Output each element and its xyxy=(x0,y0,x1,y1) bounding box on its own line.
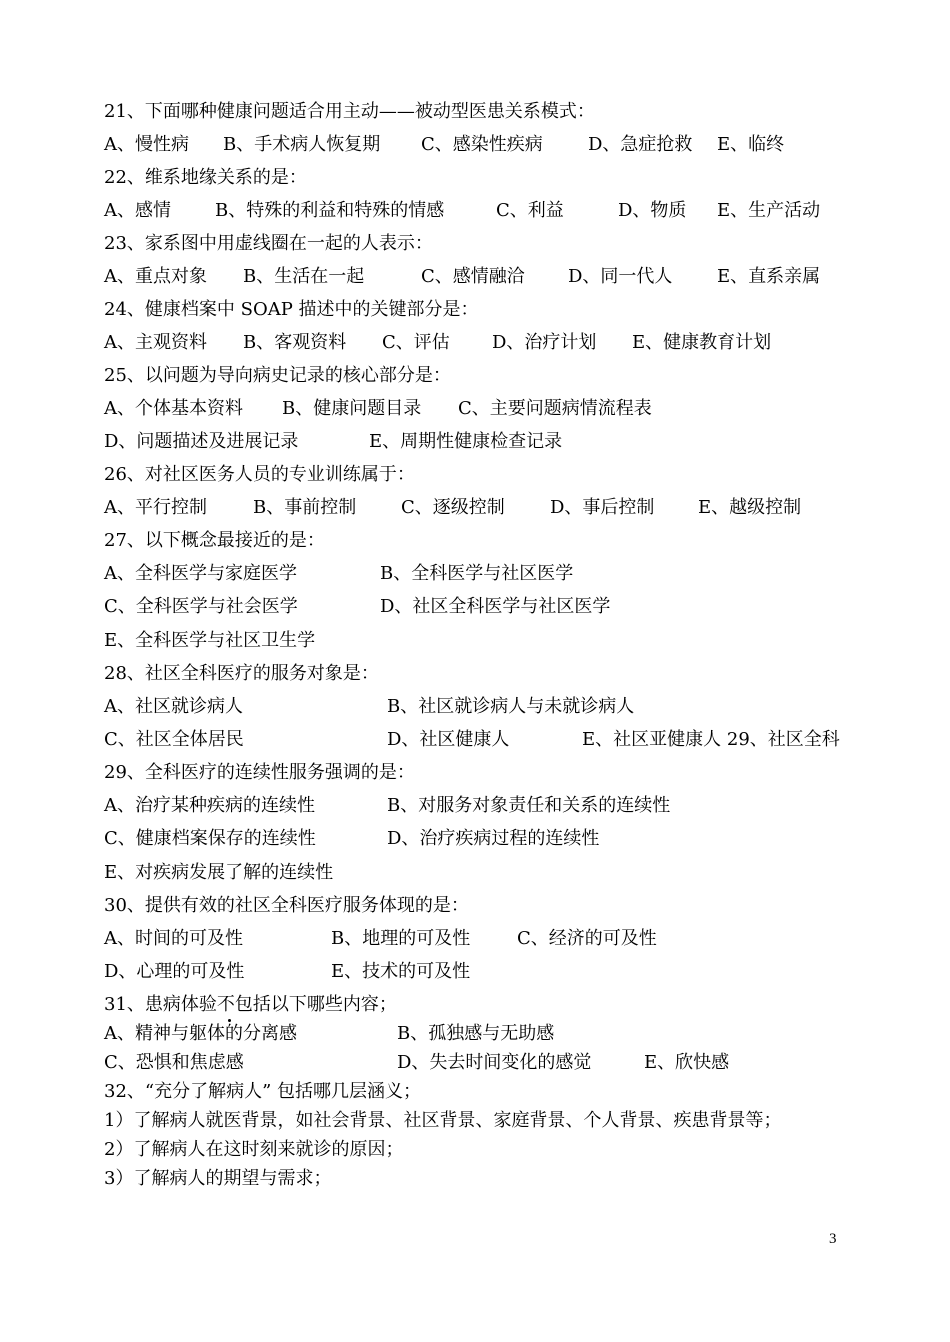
option-text: A、治疗某种疾病的连续性 xyxy=(104,795,315,816)
option-text: D、问题描述及进展记录 xyxy=(104,431,299,452)
option-text: E、欣快感 xyxy=(644,1052,730,1073)
option-text: C、评估 xyxy=(382,332,450,353)
line-text: 22、维系地缘关系的是： xyxy=(104,167,307,188)
option-text: B、特殊的利益和特殊的情感 xyxy=(215,200,445,221)
option-text: D、治疗计划 xyxy=(492,332,597,353)
option-text: A、社区就诊病人 xyxy=(104,696,243,717)
option-text: C、经济的可及性 xyxy=(517,928,657,949)
line-text: 1）了解病人就医背景，如社会背景、社区背景、家庭背景、个人背景、疾患背景等； xyxy=(104,1110,782,1131)
option-text: E、生产活动 xyxy=(717,200,821,221)
option-text: B、对服务对象责任和关系的连续性 xyxy=(387,795,671,816)
option-text: B、地理的可及性 xyxy=(331,928,471,949)
option-text: E、临终 xyxy=(717,134,785,155)
line-text: 23、家系图中用虚线圈在一起的人表示： xyxy=(104,233,433,254)
option-text: A、精神与躯体的分离感 xyxy=(104,1023,297,1044)
option-text: C、利益 xyxy=(496,200,564,221)
line-text: E、对疾病发展了解的连续性 xyxy=(104,862,334,883)
option-text: E、健康教育计划 xyxy=(632,332,772,353)
option-text: C、社区全体居民 xyxy=(104,729,244,750)
line-text: 3）了解病人的期望与需求； xyxy=(104,1168,332,1189)
line-text: 2）了解病人在这时刻来就诊的原因； xyxy=(104,1139,404,1160)
option-text: A、时间的可及性 xyxy=(104,928,243,949)
page-number: 3 xyxy=(829,1231,837,1247)
option-text: D、物质 xyxy=(618,200,687,221)
option-text: C、健康档案保存的连续性 xyxy=(104,828,316,849)
option-text: B、客观资料 xyxy=(243,332,347,353)
option-text: C、主要问题病情流程表 xyxy=(458,398,652,419)
option-text: E、周期性健康检查记录 xyxy=(369,431,563,452)
option-text: B、全科医学与社区医学 xyxy=(380,563,574,584)
line-text: 30、提供有效的社区全科医疗服务体现的是： xyxy=(104,895,469,916)
option-text: B、生活在一起 xyxy=(243,266,365,287)
line-text: E、全科医学与社区卫生学 xyxy=(104,630,316,651)
line-text: 31、患病体验不包括以下哪些内容； xyxy=(104,994,397,1015)
option-text: A、慢性病 xyxy=(104,134,189,155)
option-text: C、恐惧和焦虑感 xyxy=(104,1052,244,1073)
option-text: B、手术病人恢复期 xyxy=(223,134,381,155)
option-text: A、重点对象 xyxy=(104,266,207,287)
line-text: 28、社区全科医疗的服务对象是： xyxy=(104,663,379,684)
option-text: E、越级控制 xyxy=(698,497,802,518)
option-text: A、平行控制 xyxy=(104,497,207,518)
line-text: 24、健康档案中 SOAP 描述中的关键部分是： xyxy=(104,299,479,320)
option-text: A、感情 xyxy=(104,200,171,221)
option-text: E、社区亚健康人 29、社区全科 xyxy=(582,729,840,750)
option-text: C、感染性疾病 xyxy=(421,134,543,155)
option-text: C、全科医学与社会医学 xyxy=(104,596,298,617)
option-text: C、感情融洽 xyxy=(421,266,525,287)
option-text: A、主观资料 xyxy=(104,332,207,353)
line-text: 21、下面哪种健康问题适合用主动——被动型医患关系模式： xyxy=(104,101,595,122)
option-text: C、逐级控制 xyxy=(401,497,505,518)
option-text: E、技术的可及性 xyxy=(331,961,471,982)
option-text: E、直系亲属 xyxy=(717,266,821,287)
option-text: D、社区全科医学与社区医学 xyxy=(380,596,611,617)
option-text: B、事前控制 xyxy=(253,497,357,518)
emphasis-dot xyxy=(228,1019,231,1022)
option-text: D、急症抢救 xyxy=(588,134,693,155)
option-text: B、孤独感与无助感 xyxy=(397,1023,555,1044)
option-text: A、个体基本资料 xyxy=(104,398,243,419)
option-text: D、治疗疾病过程的连续性 xyxy=(387,828,600,849)
line-text: 27、以下概念最接近的是： xyxy=(104,530,325,551)
option-text: D、社区健康人 xyxy=(387,729,510,750)
option-text: D、同一代人 xyxy=(568,266,673,287)
option-text: B、健康问题目录 xyxy=(282,398,422,419)
option-text: D、事后控制 xyxy=(550,497,655,518)
option-text: D、失去时间变化的感觉 xyxy=(397,1052,592,1073)
line-text: 29、全科医疗的连续性服务强调的是： xyxy=(104,762,415,783)
line-text: 25、以问题为导向病史记录的核心部分是： xyxy=(104,365,451,386)
line-text: 26、对社区医务人员的专业训练属于： xyxy=(104,464,415,485)
line-text: 32、“充分了解病人” 包括哪几层涵义； xyxy=(104,1081,422,1102)
option-text: B、社区就诊病人与未就诊病人 xyxy=(387,696,635,717)
option-text: A、全科医学与家庭医学 xyxy=(104,563,297,584)
option-text: D、心理的可及性 xyxy=(104,961,245,982)
